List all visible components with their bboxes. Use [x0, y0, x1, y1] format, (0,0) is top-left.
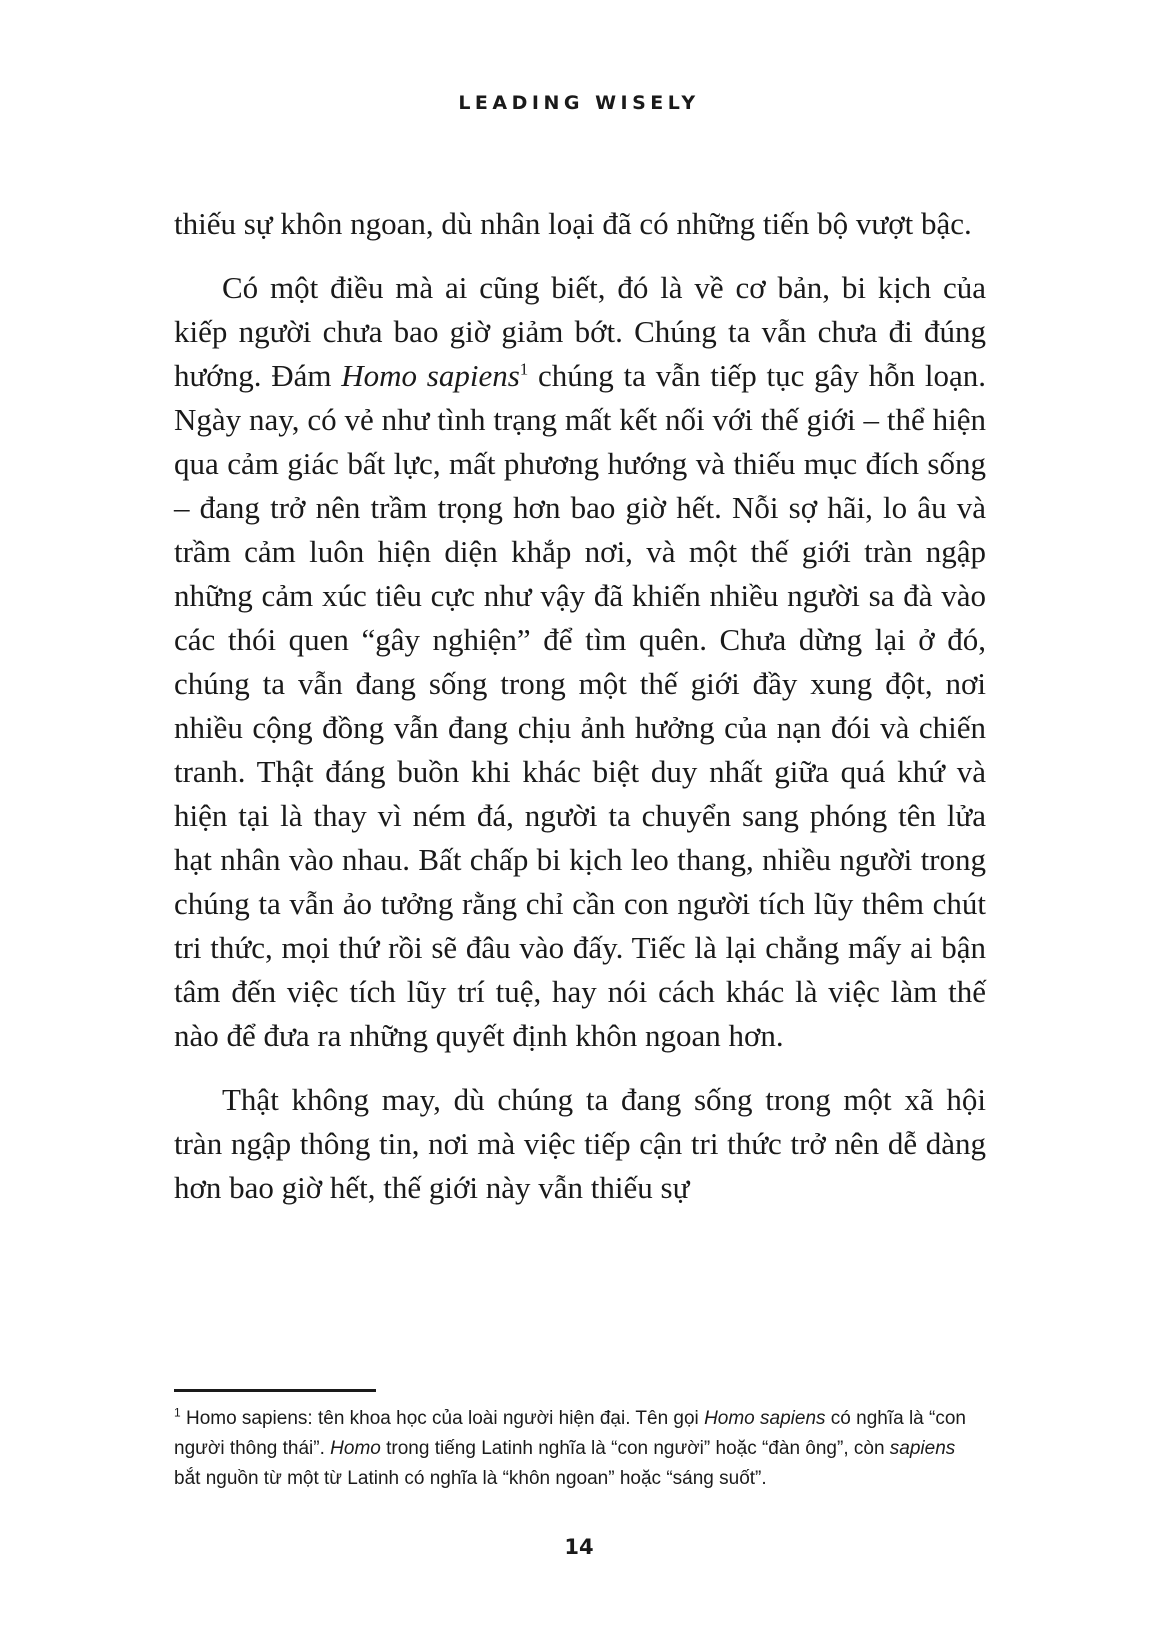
paragraph-3: Thật không may, dù chúng ta đang sống trong một xã hội tràn ngập thông tin, nơi mà việc tiếp cận tri thức trở nên dễ dàng hơn bao giờ hết, thế giới này vẫn thiếu sự — [174, 1082, 986, 1205]
footnote-italic-1: Homo sapiens — [704, 1408, 826, 1429]
paragraph-2-text-a: Có một điều mà ai cũng biết, đó là về cơ bản, bi kịch của kiếp người chưa bao giờ giảm bớt. Chúng ta vẫn chưa đi đúng hướng. Đám — [174, 270, 986, 393]
body-text — [174, 202, 986, 1230]
footnote-reference: 1 — [519, 359, 529, 379]
footnote-text-4: bắt nguồn từ một từ Latinh có nghĩa là “khôn ngoan” hoặc “sáng suốt”. — [174, 1468, 767, 1489]
footnote-mark: 1 — [174, 1405, 181, 1420]
footnote-italic-2: Homo — [330, 1438, 381, 1459]
paragraph-1: thiếu sự khôn ngoan, dù nhân loại đã có những tiến bộ vượt bậc. — [174, 206, 972, 241]
paragraph-2-italic: Homo sapiens — [341, 358, 520, 393]
footnote-text-1: Homo sapiens: tên khoa học của loài người hiện đại. Tên gọi — [180, 1408, 705, 1429]
paragraph-2 — [174, 266, 986, 1058]
paragraph-2-text-b: chúng ta vẫn tiếp tục gây hỗn loạn. Ngày nay, có vẻ như tình trạng mất kết nối với thế giới – thể hiện qua cảm giác bất lực, mất phương hướng và thiếu mục đích sống – đang trở nên trầm trọng hơn bao giờ hết. Nỗi sợ hãi, lo âu và trầm cảm luôn hiện diện khắp nơi, và một thế giới tràn ngập những cảm xúc tiêu cực như vậy đã khiến nhiều người sa đà vào các thói quen “gây nghiện” để tìm quên. Chưa dừng lại ở đó, chúng ta vẫn đang sống trong một thế giới đầy xung đột, nơi nhiều cộng đồng vẫn đang chịu ảnh hưởng của nạn đói và chiến tranh. Thật đáng buồn khi khác biệt duy nhất giữa quá khứ và hiện tại là thay vì ném đá, người ta chuyển sang phóng tên lửa hạt nhân vào nhau. Bất chấp bi kịch leo thang, nhiều người trong chúng ta vẫn ảo tưởng rằng chỉ cần con người tích lũy thêm chút tri thức, mọi thứ rồi sẽ đâu vào đấy. Tiếc là lại chẳng mấy ai bận tâm đến việc tích lũy trí tuệ, hay nói cách khác là việc làm thế nào để đưa ra những quyết định khôn ngoan hơn. — [174, 358, 986, 1053]
footnote-text-2: có nghĩa là “con người thông thái”. — [174, 1408, 966, 1459]
footnote-divider — [174, 1389, 376, 1392]
footnote-text-3: trong tiếng Latinh nghĩa là “con người” hoặc “đàn ông”, còn — [380, 1438, 890, 1459]
footnote-italic-3: sapiens — [889, 1438, 956, 1459]
page-number: 14 — [564, 1535, 594, 1559]
running-header: LEADING WISELY — [458, 92, 700, 114]
footnote — [174, 1404, 986, 1494]
